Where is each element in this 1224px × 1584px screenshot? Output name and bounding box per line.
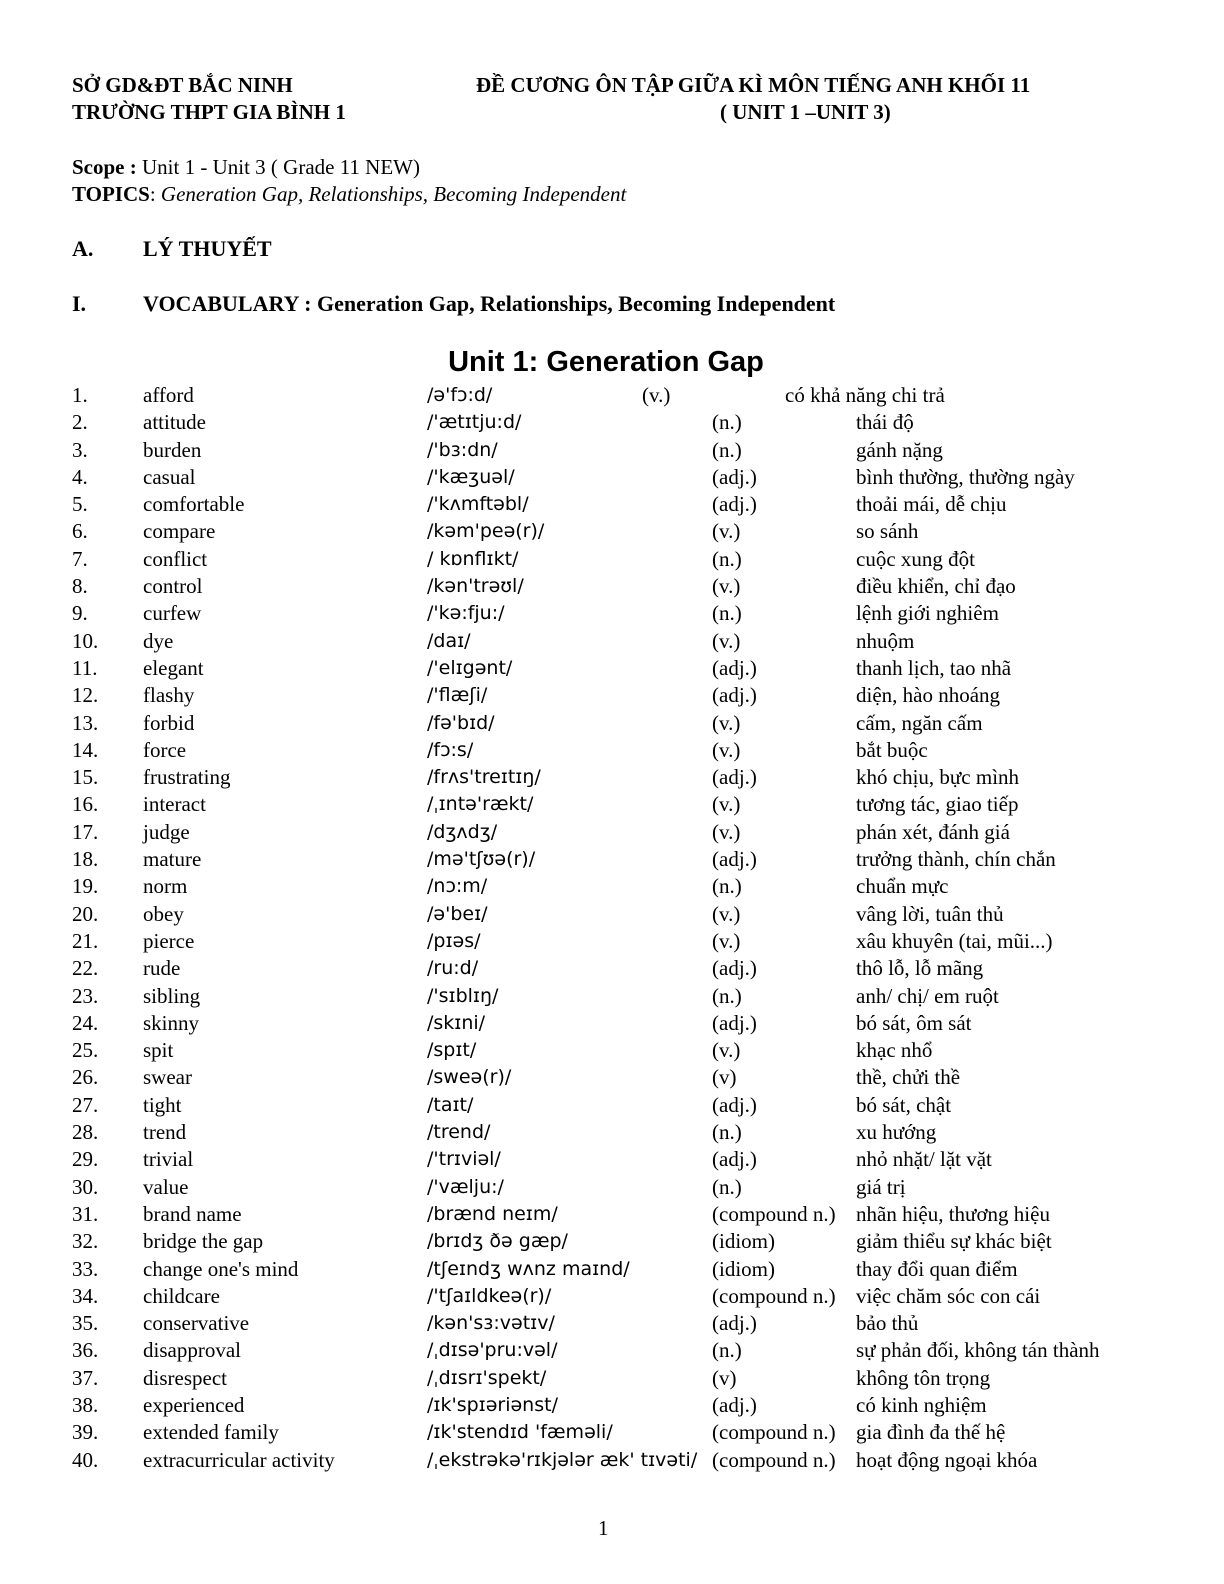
vocab-number: 13. [72, 710, 99, 735]
vocab-meaning: gánh nặng [856, 437, 943, 462]
vocab-pronunciation: /ɪk'spɪəriənst/ [427, 1393, 558, 1416]
vocab-row [72, 901, 1172, 928]
vocab-word: childcare [143, 1283, 220, 1308]
vocab-word: pierce [143, 928, 195, 953]
vocab-row [72, 928, 1172, 955]
vocab-part-of-speech: (v.) [712, 1038, 741, 1063]
vocab-row [72, 464, 1172, 491]
vocab-part-of-speech: (n.) [712, 1174, 742, 1199]
vocab-pronunciation: /'kʌmftəbl/ [427, 493, 529, 516]
vocab-word: trivial [143, 1147, 194, 1172]
vocab-row [72, 1010, 1172, 1037]
vocab-number: 16. [72, 792, 99, 817]
vocab-word: change one's mind [143, 1256, 299, 1281]
vocab-part-of-speech: (v.) [712, 901, 741, 926]
vocab-part-of-speech: (adj.) [712, 655, 757, 680]
vocab-row [72, 1174, 1172, 1201]
vocab-meaning: chuẩn mực [856, 874, 949, 899]
vocab-pronunciation: /'ætɪtju:d/ [427, 411, 522, 434]
vocab-meaning: điều khiển, chỉ đạo [856, 574, 1016, 599]
vocab-part-of-speech: (compound n.) [712, 1283, 836, 1308]
vocab-row [72, 546, 1172, 573]
unit-title: Unit 1: Generation Gap [448, 346, 764, 378]
vocab-meaning: xu hướng [856, 1120, 937, 1145]
vocab-part-of-speech: (n.) [712, 601, 742, 626]
vocab-meaning: bó sát, ôm sát [856, 1010, 972, 1035]
vocab-meaning: phán xét, đánh giá [856, 819, 1010, 844]
vocab-number: 2. [72, 410, 88, 435]
vocab-row [72, 1283, 1172, 1310]
vocab-row [72, 791, 1172, 818]
vocab-number: 17. [72, 819, 99, 844]
vocab-row [72, 764, 1172, 791]
vocab-number: 10. [72, 628, 99, 653]
vocab-meaning: thề, chửi thề [856, 1065, 961, 1090]
vocab-pronunciation: /spɪt/ [427, 1039, 477, 1062]
vocab-number: 18. [72, 847, 99, 872]
vocab-pronunciation: /brɪdʒ ðə gæp/ [427, 1230, 568, 1253]
vocab-row [72, 1064, 1172, 1091]
vocab-pronunciation: /'elɪgənt/ [427, 656, 513, 679]
vocab-part-of-speech: (compound n.) [712, 1420, 836, 1445]
vocab-word: conservative [143, 1311, 250, 1336]
vocab-meaning: có khả năng chi trả [785, 383, 945, 407]
vocab-word: afford [143, 383, 194, 407]
vocab-word: extended family [143, 1420, 279, 1445]
topics-label: TOPICS [72, 182, 150, 206]
vocab-word: casual [143, 464, 196, 489]
vocab-part-of-speech: (v.) [712, 792, 741, 817]
vocab-meaning: bình thường, thường ngày [856, 464, 1075, 489]
vocab-row [72, 600, 1172, 627]
vocab-row [72, 628, 1172, 655]
vocab-part-of-speech: (v.) [712, 819, 741, 844]
vocab-meaning: thanh lịch, tao nhã [856, 655, 1012, 680]
vocab-number: 5. [72, 492, 88, 517]
vocab-word: compare [143, 519, 216, 544]
vocab-number: 14. [72, 737, 99, 762]
vocab-word: control [143, 574, 203, 599]
vocab-row [72, 1092, 1172, 1119]
vocab-pronunciation: /kən'trəʊl/ [427, 575, 524, 598]
school-name: TRƯỜNG THPT GIA BÌNH 1 [72, 100, 346, 124]
vocab-row [72, 682, 1172, 709]
vocab-number: 21. [72, 928, 99, 953]
vocab-word: bridge the gap [143, 1229, 264, 1254]
vocab-meaning: xâu khuyên (tai, mũi...) [856, 928, 1053, 953]
vocab-number: 29. [72, 1147, 99, 1172]
vocab-number: 1. [72, 383, 88, 407]
vocab-number: 33. [72, 1256, 99, 1281]
vocab-meaning: tương tác, giao tiếp [856, 792, 1019, 817]
vocab-word: sibling [143, 983, 201, 1008]
vocab-row [72, 382, 1172, 409]
vocab-pronunciation: /'vælju:/ [427, 1175, 504, 1198]
vocab-word: mature [143, 847, 202, 872]
vocab-pronunciation: /trend/ [427, 1121, 491, 1144]
vocab-part-of-speech: (adj.) [712, 1392, 757, 1417]
vocab-row [72, 1037, 1172, 1064]
vocab-meaning: trưởng thành, chín chắn [856, 847, 1056, 872]
vocab-number: 3. [72, 437, 88, 462]
scope-value: Unit 1 - Unit 3 ( Grade 11 NEW) [136, 155, 420, 179]
vocab-row [72, 1228, 1172, 1255]
vocab-number: 39. [72, 1420, 99, 1445]
vocab-word: brand name [143, 1201, 242, 1226]
vocab-part-of-speech: (v.) [712, 519, 741, 544]
vocab-part-of-speech: (n.) [712, 437, 742, 462]
vocab-word: experienced [143, 1392, 245, 1417]
vocab-word: interact [143, 792, 206, 817]
vocab-row [72, 1256, 1172, 1283]
vocab-pronunciation: /dʒʌdʒ/ [427, 820, 498, 843]
vocab-pronunciation: /taɪt/ [427, 1093, 474, 1116]
vocab-number: 20. [72, 901, 99, 926]
vocab-meaning: thái độ [856, 410, 914, 435]
vocab-meaning: so sánh [856, 519, 919, 544]
vocab-word: burden [143, 437, 202, 462]
vocab-word: flashy [143, 683, 195, 708]
vocab-row [72, 737, 1172, 764]
vocab-number: 7. [72, 546, 88, 571]
vocab-row [72, 491, 1172, 518]
vocab-row [72, 573, 1172, 600]
vocab-number: 26. [72, 1065, 99, 1090]
vocab-pronunciation: /ə'beɪ/ [427, 902, 488, 925]
vocab-word: force [143, 737, 187, 762]
vocab-word: swear [143, 1065, 192, 1090]
vocab-row [72, 1146, 1172, 1173]
vocab-part-of-speech: (adj.) [712, 492, 757, 517]
vocab-number: 12. [72, 683, 99, 708]
vocab-part-of-speech: (adj.) [712, 1147, 757, 1172]
vocab-row [72, 1119, 1172, 1146]
vocab-pronunciation: /'kæʒuəl/ [427, 465, 515, 488]
vocab-number: 15. [72, 765, 99, 790]
vocab-row [72, 1337, 1172, 1364]
vocab-meaning: bó sát, chật [856, 1092, 952, 1117]
vocab-meaning: vâng lời, tuân thủ [856, 901, 1004, 926]
vocab-row [72, 1392, 1172, 1419]
vocab-row [72, 846, 1172, 873]
vocab-pronunciation: /kən'sɜ:vətɪv/ [427, 1312, 555, 1335]
scope-line [72, 154, 420, 181]
vocab-part-of-speech: (v.) [712, 737, 741, 762]
vocab-word: obey [143, 901, 184, 926]
vocab-word: attitude [143, 410, 206, 435]
department-name: SỞ GD&ĐT BẮC NINH [72, 73, 293, 97]
vocab-part-of-speech: (v) [712, 1065, 737, 1090]
vocab-row [72, 1310, 1172, 1337]
vocab-part-of-speech: (compound n.) [712, 1447, 836, 1472]
vocab-part-of-speech: (idiom) [712, 1229, 775, 1254]
page-number: 1 [598, 1516, 609, 1540]
vocab-number: 19. [72, 874, 99, 899]
vocab-pronunciation: /kəm'peə(r)/ [427, 520, 545, 543]
vocab-row [72, 518, 1172, 545]
vocab-pronunciation: /mə'tʃʊə(r)/ [427, 848, 536, 871]
vocab-meaning: thô lỗ, lỗ mãng [856, 956, 984, 981]
scope-label: Scope : [72, 155, 137, 179]
vocab-meaning: giảm thiểu sự khác biệt [856, 1229, 1052, 1254]
section-a-title: LÝ THUYẾT [143, 236, 272, 261]
vocab-pronunciation: /pɪəs/ [427, 929, 481, 952]
vocab-row [72, 437, 1172, 464]
vocab-meaning: không tôn trọng [856, 1365, 991, 1390]
vocab-word: elegant [143, 655, 204, 680]
vocab-number: 22. [72, 956, 99, 981]
vocab-meaning: thoải mái, dễ chịu [856, 492, 1007, 517]
vocab-word: curfew [143, 601, 202, 626]
section-a-number: A. [72, 236, 94, 261]
vocab-meaning: khó chịu, bực mình [856, 765, 1020, 790]
document-title: ĐỀ CƯƠNG ÔN TẬP GIỮA KÌ MÔN TIẾNG ANH KHỐI 11 [476, 73, 1031, 97]
vocab-number: 8. [72, 574, 88, 599]
vocab-part-of-speech: (adj.) [712, 1010, 757, 1035]
vocab-meaning: lệnh giới nghiêm [856, 601, 999, 626]
topics-separator: : [149, 182, 161, 206]
vocab-pronunciation: / kɒnflɪkt/ [427, 547, 519, 570]
vocab-row [72, 819, 1172, 846]
vocab-meaning: cuộc xung đột [856, 546, 975, 571]
vocab-row [72, 1201, 1172, 1228]
vocab-word: trend [143, 1120, 187, 1145]
vocab-part-of-speech: (v.) [642, 383, 671, 407]
vocab-word: rude [143, 956, 181, 981]
vocab-row [72, 873, 1172, 900]
vocab-row [72, 1419, 1172, 1446]
vocab-pronunciation: /'flæʃi/ [427, 684, 488, 707]
vocab-meaning: nhỏ nhặt/ lặt vặt [856, 1147, 992, 1172]
vocab-meaning: hoạt động ngoại khóa [856, 1447, 1038, 1472]
vocab-part-of-speech: (n.) [712, 1120, 742, 1145]
vocab-part-of-speech: (adj.) [712, 464, 757, 489]
vocab-number: 25. [72, 1038, 99, 1063]
vocab-meaning: có kinh nghiệm [856, 1392, 987, 1417]
vocab-pronunciation: /ˌdɪsrɪ'spekt/ [427, 1366, 547, 1389]
vocab-number: 34. [72, 1283, 99, 1308]
vocab-part-of-speech: (n.) [712, 1338, 742, 1363]
vocab-part-of-speech: (v.) [712, 628, 741, 653]
vocab-row [72, 710, 1172, 737]
vocab-part-of-speech: (n.) [712, 983, 742, 1008]
vocab-word: dye [143, 628, 174, 653]
vocab-word: extracurricular activity [143, 1447, 335, 1472]
vocab-row [72, 955, 1172, 982]
vocab-pronunciation: /tʃeɪndʒ wʌnz maɪnd/ [427, 1257, 630, 1280]
vocab-part-of-speech: (v.) [712, 928, 741, 953]
vocab-meaning: gia đình đa thế hệ [856, 1420, 1006, 1445]
vocab-meaning: anh/ chị/ em ruột [856, 983, 999, 1008]
vocab-part-of-speech: (v.) [712, 710, 741, 735]
section-i-title: VOCABULARY : Generation Gap, Relationships, Becoming Independent [143, 291, 836, 316]
vocab-word: disrespect [143, 1365, 227, 1390]
vocab-pronunciation: /'kə:fju:/ [427, 602, 505, 625]
vocab-number: 32. [72, 1229, 99, 1254]
vocab-part-of-speech: (adj.) [712, 1311, 757, 1336]
vocab-part-of-speech: (adj.) [712, 1092, 757, 1117]
vocab-meaning: bảo thủ [856, 1311, 919, 1336]
vocab-row [72, 1365, 1172, 1392]
vocab-number: 24. [72, 1010, 99, 1035]
vocab-part-of-speech: (v) [712, 1365, 737, 1390]
vocab-part-of-speech: (n.) [712, 410, 742, 435]
vocab-number: 9. [72, 601, 88, 626]
vocab-word: judge [143, 819, 190, 844]
vocab-number: 6. [72, 519, 88, 544]
vocab-pronunciation: /frʌs'treɪtɪŋ/ [427, 766, 541, 789]
vocab-pronunciation: /brænd neɪm/ [427, 1202, 558, 1225]
vocab-number: 35. [72, 1311, 99, 1336]
vocab-row [72, 983, 1172, 1010]
vocab-pronunciation: /ˌɪntə'rækt/ [427, 793, 534, 816]
vocab-meaning: bắt buộc [856, 737, 928, 762]
vocab-pronunciation: /ru:d/ [427, 957, 479, 980]
vocab-word: tight [143, 1092, 182, 1117]
vocab-number: 36. [72, 1338, 99, 1363]
vocab-pronunciation: /'tʃaɪldkeə(r)/ [427, 1284, 552, 1307]
vocab-number: 31. [72, 1201, 99, 1226]
vocab-meaning: nhuộm [856, 628, 915, 653]
vocab-word: disapproval [143, 1338, 241, 1363]
vocab-pronunciation: /daɪ/ [427, 629, 471, 652]
topics-value: Generation Gap, Relationships, Becoming Independent [160, 182, 627, 206]
vocab-part-of-speech: (compound n.) [712, 1201, 836, 1226]
vocab-number: 23. [72, 983, 99, 1008]
vocab-number: 27. [72, 1092, 99, 1117]
vocab-number: 30. [72, 1174, 99, 1199]
vocab-meaning: diện, hào nhoáng [856, 683, 1001, 708]
vocab-meaning: giá trị [856, 1174, 906, 1199]
vocab-number: 40. [72, 1447, 99, 1472]
vocab-part-of-speech: (v.) [712, 574, 741, 599]
vocab-meaning: cấm, ngăn cấm [856, 710, 983, 735]
vocab-word: norm [143, 874, 188, 899]
document-subtitle: ( UNIT 1 –UNIT 3) [720, 100, 891, 124]
vocab-part-of-speech: (adj.) [712, 956, 757, 981]
vocab-number: 4. [72, 464, 88, 489]
vocab-word: forbid [143, 710, 195, 735]
vocab-word: value [143, 1174, 189, 1199]
vocab-meaning: nhãn hiệu, thương hiệu [856, 1201, 1050, 1226]
vocab-pronunciation: /'sɪblɪŋ/ [427, 984, 499, 1007]
vocab-part-of-speech: (n.) [712, 874, 742, 899]
vocab-meaning: thay đổi quan điểm [856, 1256, 1018, 1281]
vocab-row [72, 409, 1172, 436]
vocab-word: spit [143, 1038, 174, 1063]
vocab-pronunciation: /ˌdɪsə'pru:vəl/ [427, 1339, 558, 1362]
vocab-meaning: sự phản đối, không tán thành [856, 1338, 1100, 1363]
vocab-part-of-speech: (idiom) [712, 1256, 775, 1281]
vocab-meaning: khạc nhổ [856, 1038, 933, 1063]
vocab-pronunciation: /fɔ:s/ [427, 738, 474, 761]
vocab-word: comfortable [143, 492, 245, 517]
vocab-row [72, 1447, 1172, 1474]
vocab-number: 28. [72, 1120, 99, 1145]
section-i-number: I. [72, 291, 87, 316]
vocab-pronunciation: /fə'bɪd/ [427, 711, 495, 734]
vocab-pronunciation: /'bɜ:dn/ [427, 438, 498, 461]
vocab-word: frustrating [143, 765, 231, 790]
vocab-part-of-speech: (adj.) [712, 765, 757, 790]
vocab-part-of-speech: (adj.) [712, 683, 757, 708]
vocab-row [72, 655, 1172, 682]
vocab-word: skinny [143, 1010, 200, 1035]
vocab-meaning: việc chăm sóc con cái [856, 1283, 1041, 1308]
vocab-pronunciation: /ə'fɔ:d/ [427, 384, 493, 406]
vocab-number: 11. [72, 655, 98, 680]
vocabulary-list [72, 382, 1172, 1474]
vocab-number: 38. [72, 1392, 99, 1417]
vocab-number: 37. [72, 1365, 99, 1390]
vocab-pronunciation: /sweə(r)/ [427, 1066, 512, 1089]
vocab-pronunciation: /skɪni/ [427, 1011, 486, 1034]
vocab-pronunciation: /ˌekstrəkə'rɪkjələr æk' tɪvəti/ [427, 1448, 698, 1471]
vocab-word: conflict [143, 546, 208, 571]
vocab-part-of-speech: (n.) [712, 546, 742, 571]
vocab-pronunciation: /'trɪviəl/ [427, 1148, 501, 1171]
vocab-pronunciation: /ɪk'stendɪd 'fæməli/ [427, 1421, 613, 1444]
topics-line [72, 181, 626, 208]
vocab-part-of-speech: (adj.) [712, 847, 757, 872]
vocab-pronunciation: /nɔ:m/ [427, 875, 488, 898]
